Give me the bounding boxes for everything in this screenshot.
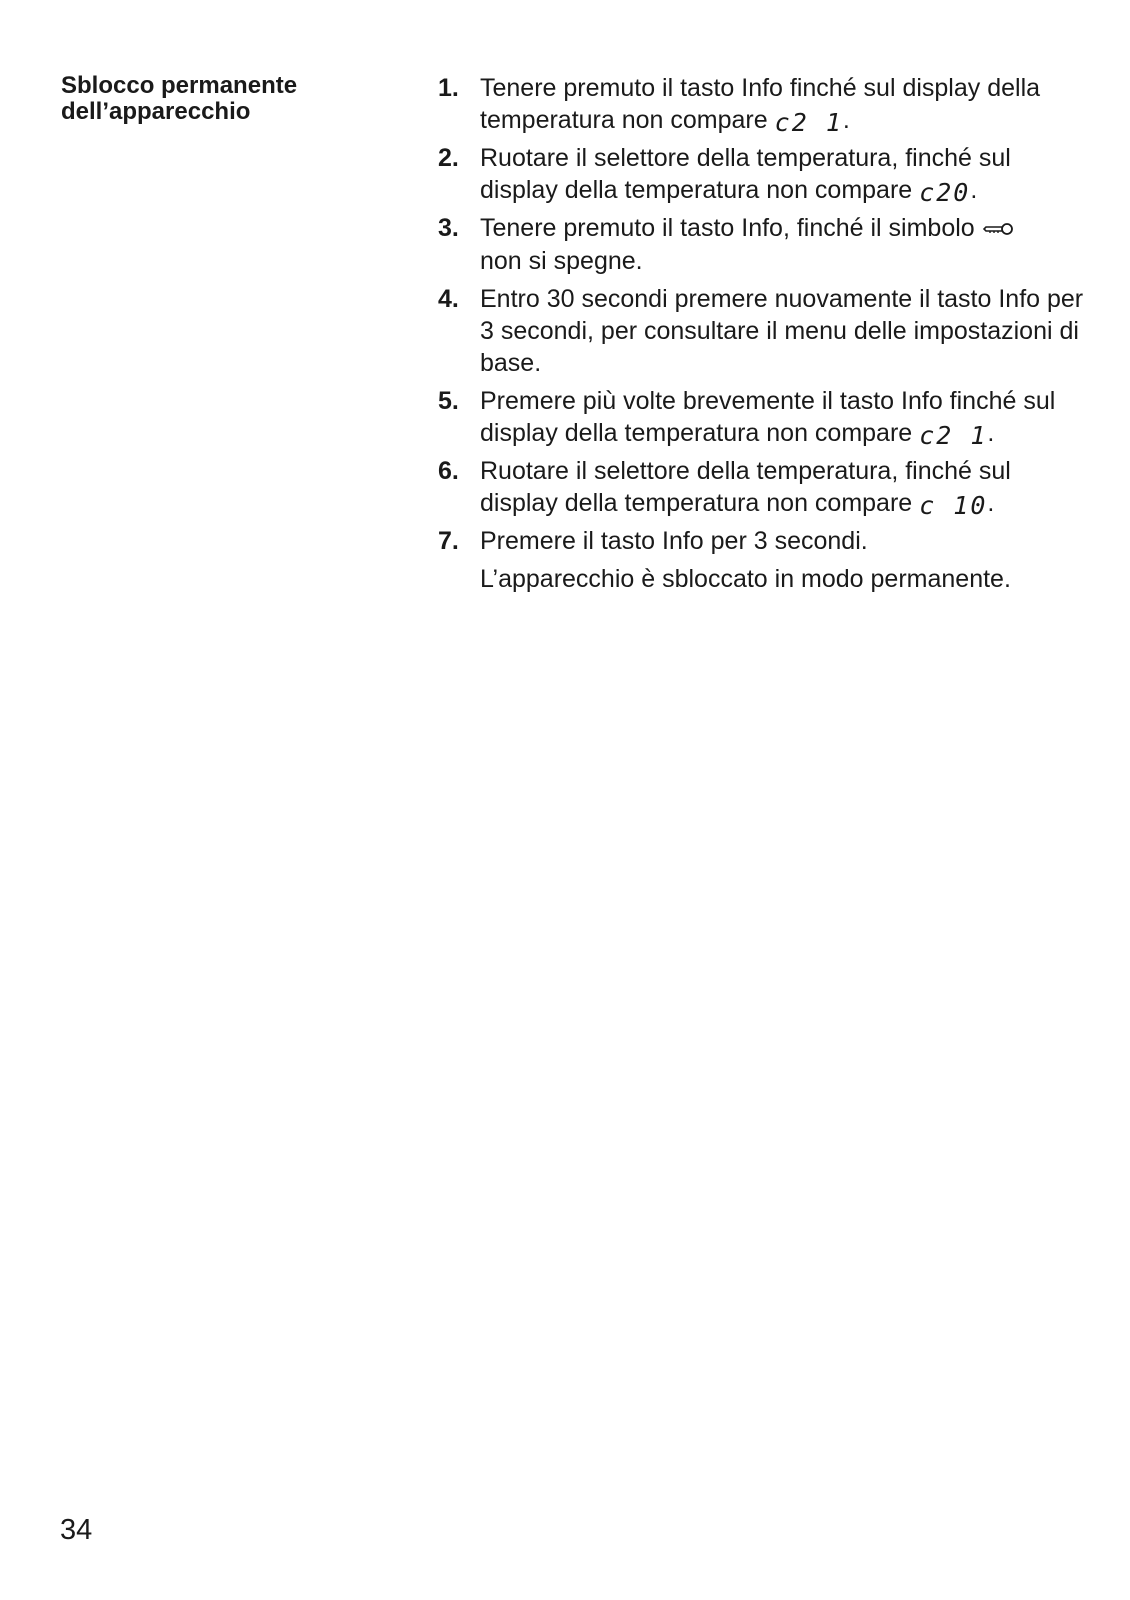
step-text-continued: non si spegne. bbox=[480, 247, 643, 275]
section-heading-line-1: Sblocco permanente bbox=[61, 72, 298, 99]
step-text: Ruotare il selettore della temperatura, finché sul display della temperatura non compare bbox=[480, 457, 1011, 517]
step-number: 3. bbox=[438, 214, 459, 242]
step-5 bbox=[438, 385, 1088, 449]
step-number: 5. bbox=[438, 387, 459, 415]
step-3 bbox=[438, 212, 1088, 277]
key-icon bbox=[983, 213, 1015, 245]
step-number: 2. bbox=[438, 144, 459, 172]
step-number: 1. bbox=[438, 74, 459, 102]
step-trail: . bbox=[987, 489, 995, 517]
step-text: Premere più volte brevemente il tasto Info finché sul display della temperatura non compare bbox=[480, 387, 1056, 447]
section-heading-line-2: dell’apparecchio bbox=[61, 98, 251, 125]
step-text: Ruotare il selettore della temperatura, finché sul display della temperatura non compare bbox=[480, 144, 1011, 204]
display-code: c2 1 bbox=[919, 421, 988, 450]
display-code: c2 1 bbox=[774, 108, 843, 137]
step-trail: . bbox=[842, 106, 850, 134]
step-text: Premere il tasto Info per 3 secondi. bbox=[480, 527, 868, 555]
step-trail: . bbox=[970, 176, 978, 204]
section-heading bbox=[61, 73, 381, 125]
step-trail: . bbox=[987, 419, 995, 447]
step-number: 4. bbox=[438, 285, 459, 313]
result-text: L’apparecchio è sbloccato in modo permanente. bbox=[480, 565, 1011, 593]
page-number: 34 bbox=[60, 1514, 93, 1546]
step-2 bbox=[438, 142, 1088, 206]
step-1 bbox=[438, 72, 1088, 136]
display-code: c 10 bbox=[919, 491, 988, 520]
display-code: c20 bbox=[919, 178, 971, 207]
step-text: Tenere premuto il tasto Info, finché il simbolo bbox=[480, 214, 975, 242]
step-text: Tenere premuto il tasto Info finché sul display della temperatura non compare bbox=[480, 74, 1041, 134]
step-6 bbox=[438, 455, 1088, 519]
step-number: 6. bbox=[438, 457, 459, 485]
step-4 bbox=[438, 283, 1088, 379]
step-text: Entro 30 secondi premere nuovamente il tasto Info per 3 secondi, per consultare il menu delle impostazioni di base. bbox=[480, 285, 1084, 377]
step-7 bbox=[438, 525, 1088, 557]
step-number: 7. bbox=[438, 527, 459, 555]
steps-list bbox=[438, 72, 1088, 595]
